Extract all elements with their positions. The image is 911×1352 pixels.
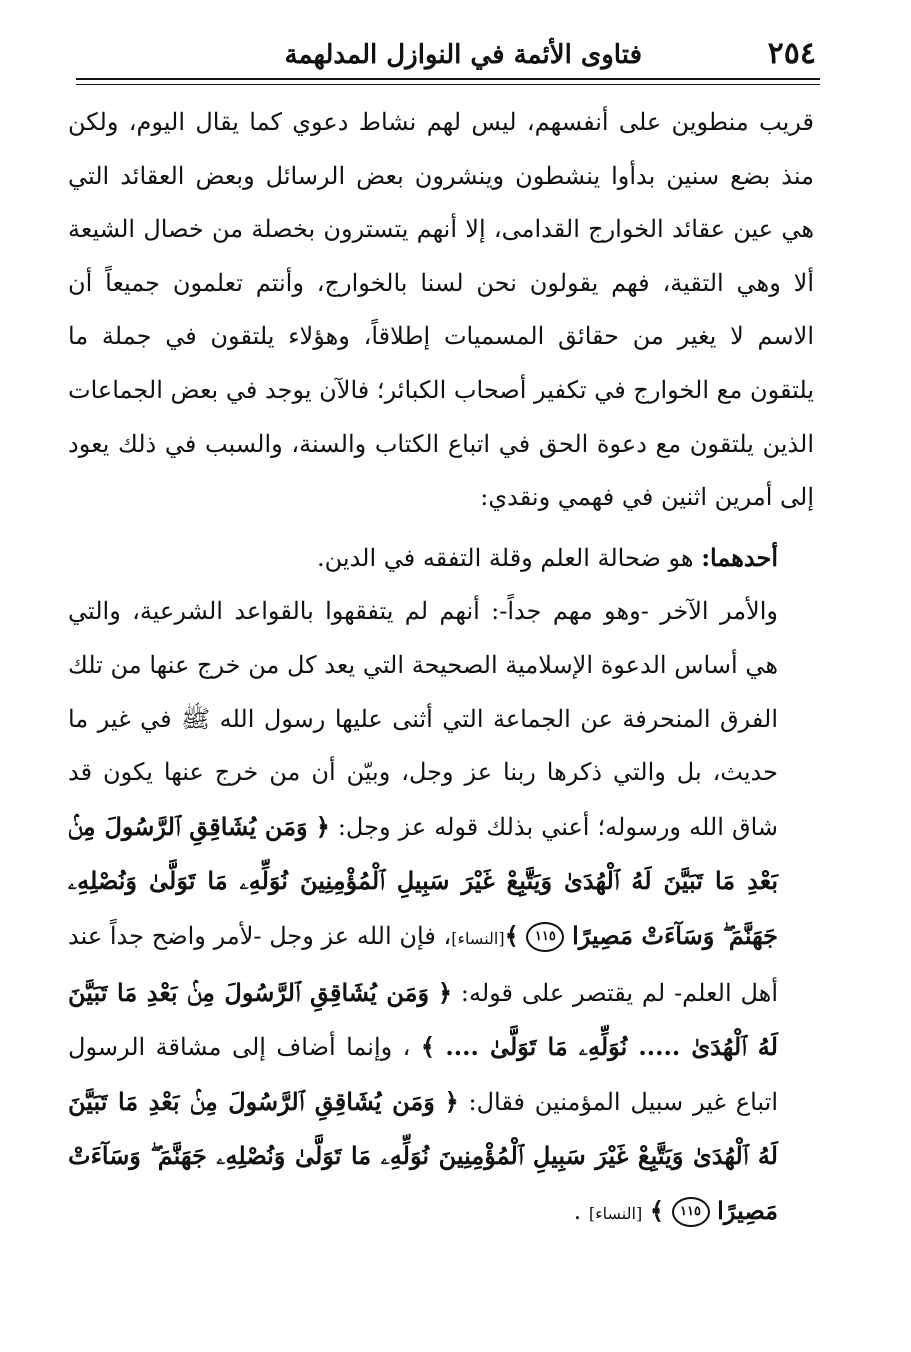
running-title: فتاوى الأئمة في النوازل المدلهمة bbox=[284, 40, 642, 70]
paragraph-3-end: . bbox=[573, 1196, 589, 1225]
quran-open-bracket: ﴿ bbox=[444, 1086, 459, 1116]
paragraph-3 bbox=[68, 585, 814, 1240]
surah-reference: [النساء] bbox=[588, 1203, 643, 1223]
quran-open-bracket: ﴿ bbox=[437, 977, 453, 1007]
paragraph-1: قريب منطوين على أنفسهم، ليس لهم نشاط دعوي كما يقال اليوم، ولكن منذ بضع سنين بدأوا ينشطون وينشرون بعض الرسائل وبعض العقائد التي هي عين عقائد الخوارج القدامى، إلا أنهم يتسترون بخصلة من خصال الشيعة ألا وهي التقية، فهم يقولون نحن لسنا بالخوارج، وأنتم تعلمون جميعاً أن الاسم لا يغير من حقائق المسميات إطلاقاً، وهؤلاء يلتقون في جملة ما يلتقون مع الخوارج في تكفير أصحاب الكبائر؛ فالآن يوجد في بعض الجماعات الذين يلتقون مع دعوة الحق في اتباع الكتاب والسنة، والسبب في ذلك يعود إلى أمرين اثنين في فهمي ونقدي: bbox=[68, 108, 814, 512]
paragraph-3-part-c: ، وإنما أضاف إلى مشاقة الرسول اتباع غير سبيل المؤمنين فقال: bbox=[68, 1033, 779, 1116]
page-number: ٢٥٤ bbox=[767, 36, 816, 71]
quran-open-bracket: ﴿ bbox=[315, 811, 330, 841]
body-text bbox=[68, 96, 814, 1240]
verse-number-badge: ١١٥ bbox=[526, 922, 564, 952]
paragraph-2-lead: أحدهما: bbox=[701, 542, 778, 572]
quran-close-bracket: ﴾ bbox=[649, 1195, 664, 1225]
paragraph-2 bbox=[68, 531, 814, 586]
page-header bbox=[76, 28, 820, 88]
surah-reference: [النساء] bbox=[451, 928, 505, 948]
quran-verse-1: وَمَن يُشَاقِقِ ٱلرَّسُولَ مِنۢ بَعْدِ مَا تَبَيَّنَ لَهُ ٱلْهُدَىٰ وَيَتَّبِعْ غَيْرَ سَبِيلِ ٱلْمُؤْمِنِينَ نُوَلِّهِۦ مَا تَوَلَّىٰ وَنُصْلِهِۦ جَهَنَّمَ ۖ وَسَآءَتْ مَصِيرًا bbox=[68, 811, 778, 950]
quran-close-bracket: ﴾ bbox=[504, 920, 519, 950]
header-rule bbox=[76, 78, 820, 80]
paragraph-3-part-b: ، فإن الله عز وجل -لأمر واضح جداً عند أهل العلم- لم يقتصر على قوله: bbox=[68, 921, 778, 1007]
quran-verse-3: وَمَن يُشَاقِقِ ٱلرَّسُولَ مِنۢ بَعْدِ مَا تَبَيَّنَ لَهُ ٱلْهُدَىٰ وَيَتَّبِعْ غَيْرَ سَبِيلِ ٱلْمُؤْمِنِينَ نُوَلِّهِۦ مَا تَوَلَّىٰ وَنُصْلِهِۦ جَهَنَّمَ ۖ وَسَآءَتْ مَصِيرًا bbox=[68, 1086, 778, 1225]
quran-verse-2: وَمَن يُشَاقِقِ ٱلرَّسُولَ مِنۢ بَعْدِ مَا تَبَيَّنَ لَهُ ٱلْهُدَىٰ ..... نُوَلِّهِۦ مَا تَوَلَّىٰ .... bbox=[68, 977, 778, 1062]
paragraph-2-text: هو ضحالة العلم وقلة التفقه في الدين. bbox=[317, 543, 702, 572]
header-rule-thin bbox=[76, 84, 820, 85]
verse-number-badge: ١١٥ bbox=[672, 1197, 710, 1227]
quran-close-bracket: ﴾ bbox=[420, 1032, 435, 1062]
paragraph-3-part-a: والأمر الآخر -وهو مهم جداً-: أنهم لم يتفقهوا بالقواعد الشرعية، والتي هي أساس الدعوة الإسلامية الصحيحة التي يعد كل من خرج عنها من تلك الفرق المنحرفة عن الجماعة التي أثنى عليها رسول الله ﷺ في غير ما حديث، بل والتي ذكرها ربنا عز وجل، وبيّن أن من خرج عنها يكون قد شاق الله ورسوله؛ أعني بذلك قوله عز وجل: bbox=[68, 597, 778, 841]
